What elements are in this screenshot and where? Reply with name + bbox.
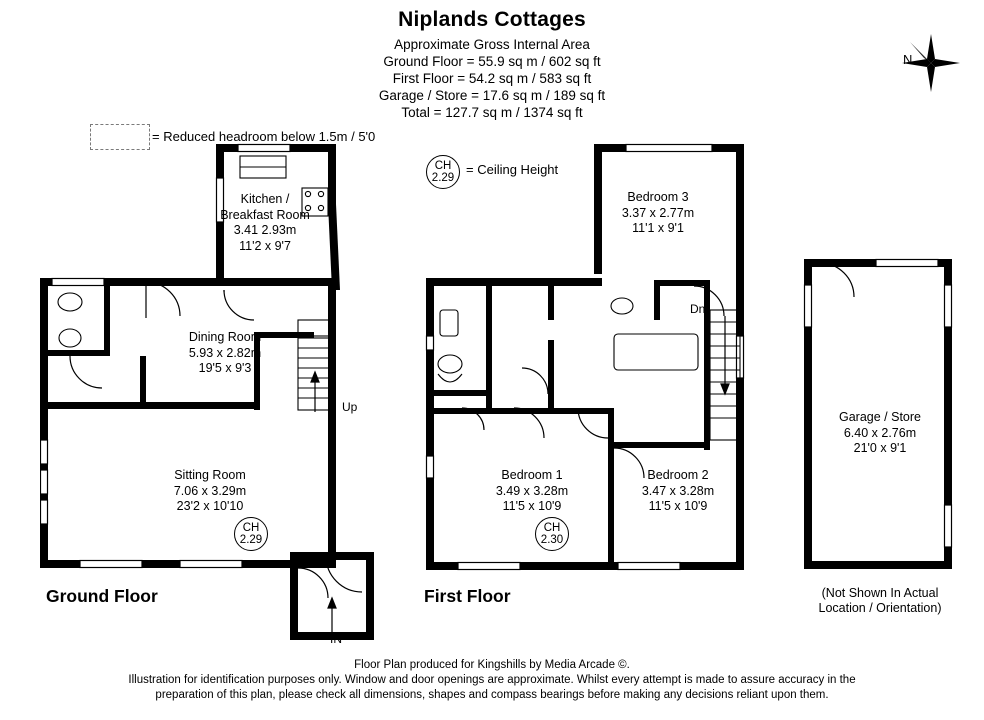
room-metric-garage: 6.40 x 2.76m — [843, 425, 917, 440]
room-name-kitchen-line2: Breakfast Room — [220, 207, 310, 222]
footer — [0, 658, 984, 703]
room-name-bedroom-2: Bedroom 2 — [647, 468, 709, 482]
ceiling-height-ground-line1: CH — [242, 522, 260, 534]
room-metric-bedroom-3: 3.37 x 2.77m — [621, 205, 695, 220]
ceiling-height-legend-badge-line1: CH — [434, 160, 452, 172]
room-metric-dining: 5.93 x 2.82m — [188, 345, 262, 360]
room-imperial-garage: 21'0 x 9'1 — [853, 441, 907, 455]
room-label-sitting — [130, 468, 290, 515]
footer-line-2: Illustration for identification purposes only. Window and door openings are approximate. Whilst every attempt is made to assure accuracy in the — [128, 674, 856, 686]
garage-note-line1: (Not Shown In Actual — [821, 586, 939, 600]
entrance-in-label: IN — [330, 632, 342, 646]
reduced-headroom-legend-label: = Reduced headroom below 1.5m / 5'0 — [152, 129, 376, 144]
ceiling-height-first-line2: 2.30 — [540, 533, 564, 546]
header-line-5: Total = 127.7 sq m / 1374 sq ft — [401, 105, 583, 120]
room-metric-kitchen: 3.41 2.93m — [233, 223, 297, 237]
stairs-dn-label: Dn — [690, 302, 706, 316]
ceiling-height-badge-ground — [234, 517, 268, 551]
ceiling-height-ground-line2: 2.29 — [239, 533, 263, 546]
room-label-bedroom-1 — [462, 468, 602, 515]
header-line-4: Garage / Store = 17.6 sq m / 189 sq ft — [378, 88, 606, 103]
page-title: Niplands Cottages — [398, 8, 586, 31]
room-metric-sitting: 7.06 x 3.29m — [173, 483, 247, 498]
room-imperial-sitting: 23'2 x 10'10 — [176, 499, 244, 513]
room-name-kitchen-line1: Kitchen / — [240, 192, 290, 206]
room-name-bedroom-1: Bedroom 1 — [501, 468, 563, 482]
ceiling-height-first-line1: CH — [543, 522, 561, 534]
room-imperial-bedroom-2: 11'5 x 10'9 — [648, 499, 708, 513]
header-line-2: Ground Floor = 55.9 sq m / 602 sq ft — [383, 54, 601, 69]
room-metric-bedroom-2: 3.47 x 3.28m — [641, 483, 715, 498]
room-label-bedroom-2 — [608, 468, 748, 515]
header-line-3: First Floor = 54.2 sq m / 583 sq ft — [392, 71, 592, 86]
garage-location-note — [806, 586, 954, 616]
room-label-kitchen — [200, 192, 330, 254]
room-imperial-bedroom-1: 11'5 x 10'9 — [502, 499, 562, 513]
room-label-bedroom-3 — [588, 190, 728, 237]
garage-note-line2: Location / Orientation) — [818, 601, 942, 615]
ground-floor-title: Ground Floor — [46, 586, 158, 606]
first-floor-title: First Floor — [424, 586, 511, 606]
footer-line-3: preparation of this plan, please check all dimensions, shapes and compass bearings before making any decisions reliant upon them. — [155, 689, 829, 701]
room-imperial-bedroom-3: 11'1 x 9'1 — [632, 221, 684, 235]
room-label-dining — [150, 330, 300, 377]
stairs-up-label: Up — [342, 400, 358, 414]
header — [0, 8, 984, 121]
ceiling-height-legend-label: = Ceiling Height — [466, 162, 559, 177]
ceiling-height-badge-first — [535, 517, 569, 551]
room-label-garage — [800, 410, 960, 457]
footer-line-1: Floor Plan produced for Kingshills by Media Arcade ©. — [354, 659, 630, 671]
room-name-bedroom-3: Bedroom 3 — [627, 190, 689, 204]
room-name-dining: Dining Room — [188, 330, 262, 344]
room-name-sitting: Sitting Room — [174, 468, 246, 482]
room-imperial-kitchen: 11'2 x 9'7 — [239, 238, 291, 253]
room-name-garage: Garage / Store — [839, 410, 921, 424]
room-imperial-dining: 19'5 x 9'3 — [198, 361, 252, 375]
room-metric-bedroom-1: 3.49 x 3.28m — [495, 483, 569, 498]
ceiling-height-legend-badge-line2: 2.29 — [431, 171, 455, 184]
header-line-1: Approximate Gross Internal Area — [394, 37, 590, 52]
compass-north-label: N — [903, 52, 913, 67]
